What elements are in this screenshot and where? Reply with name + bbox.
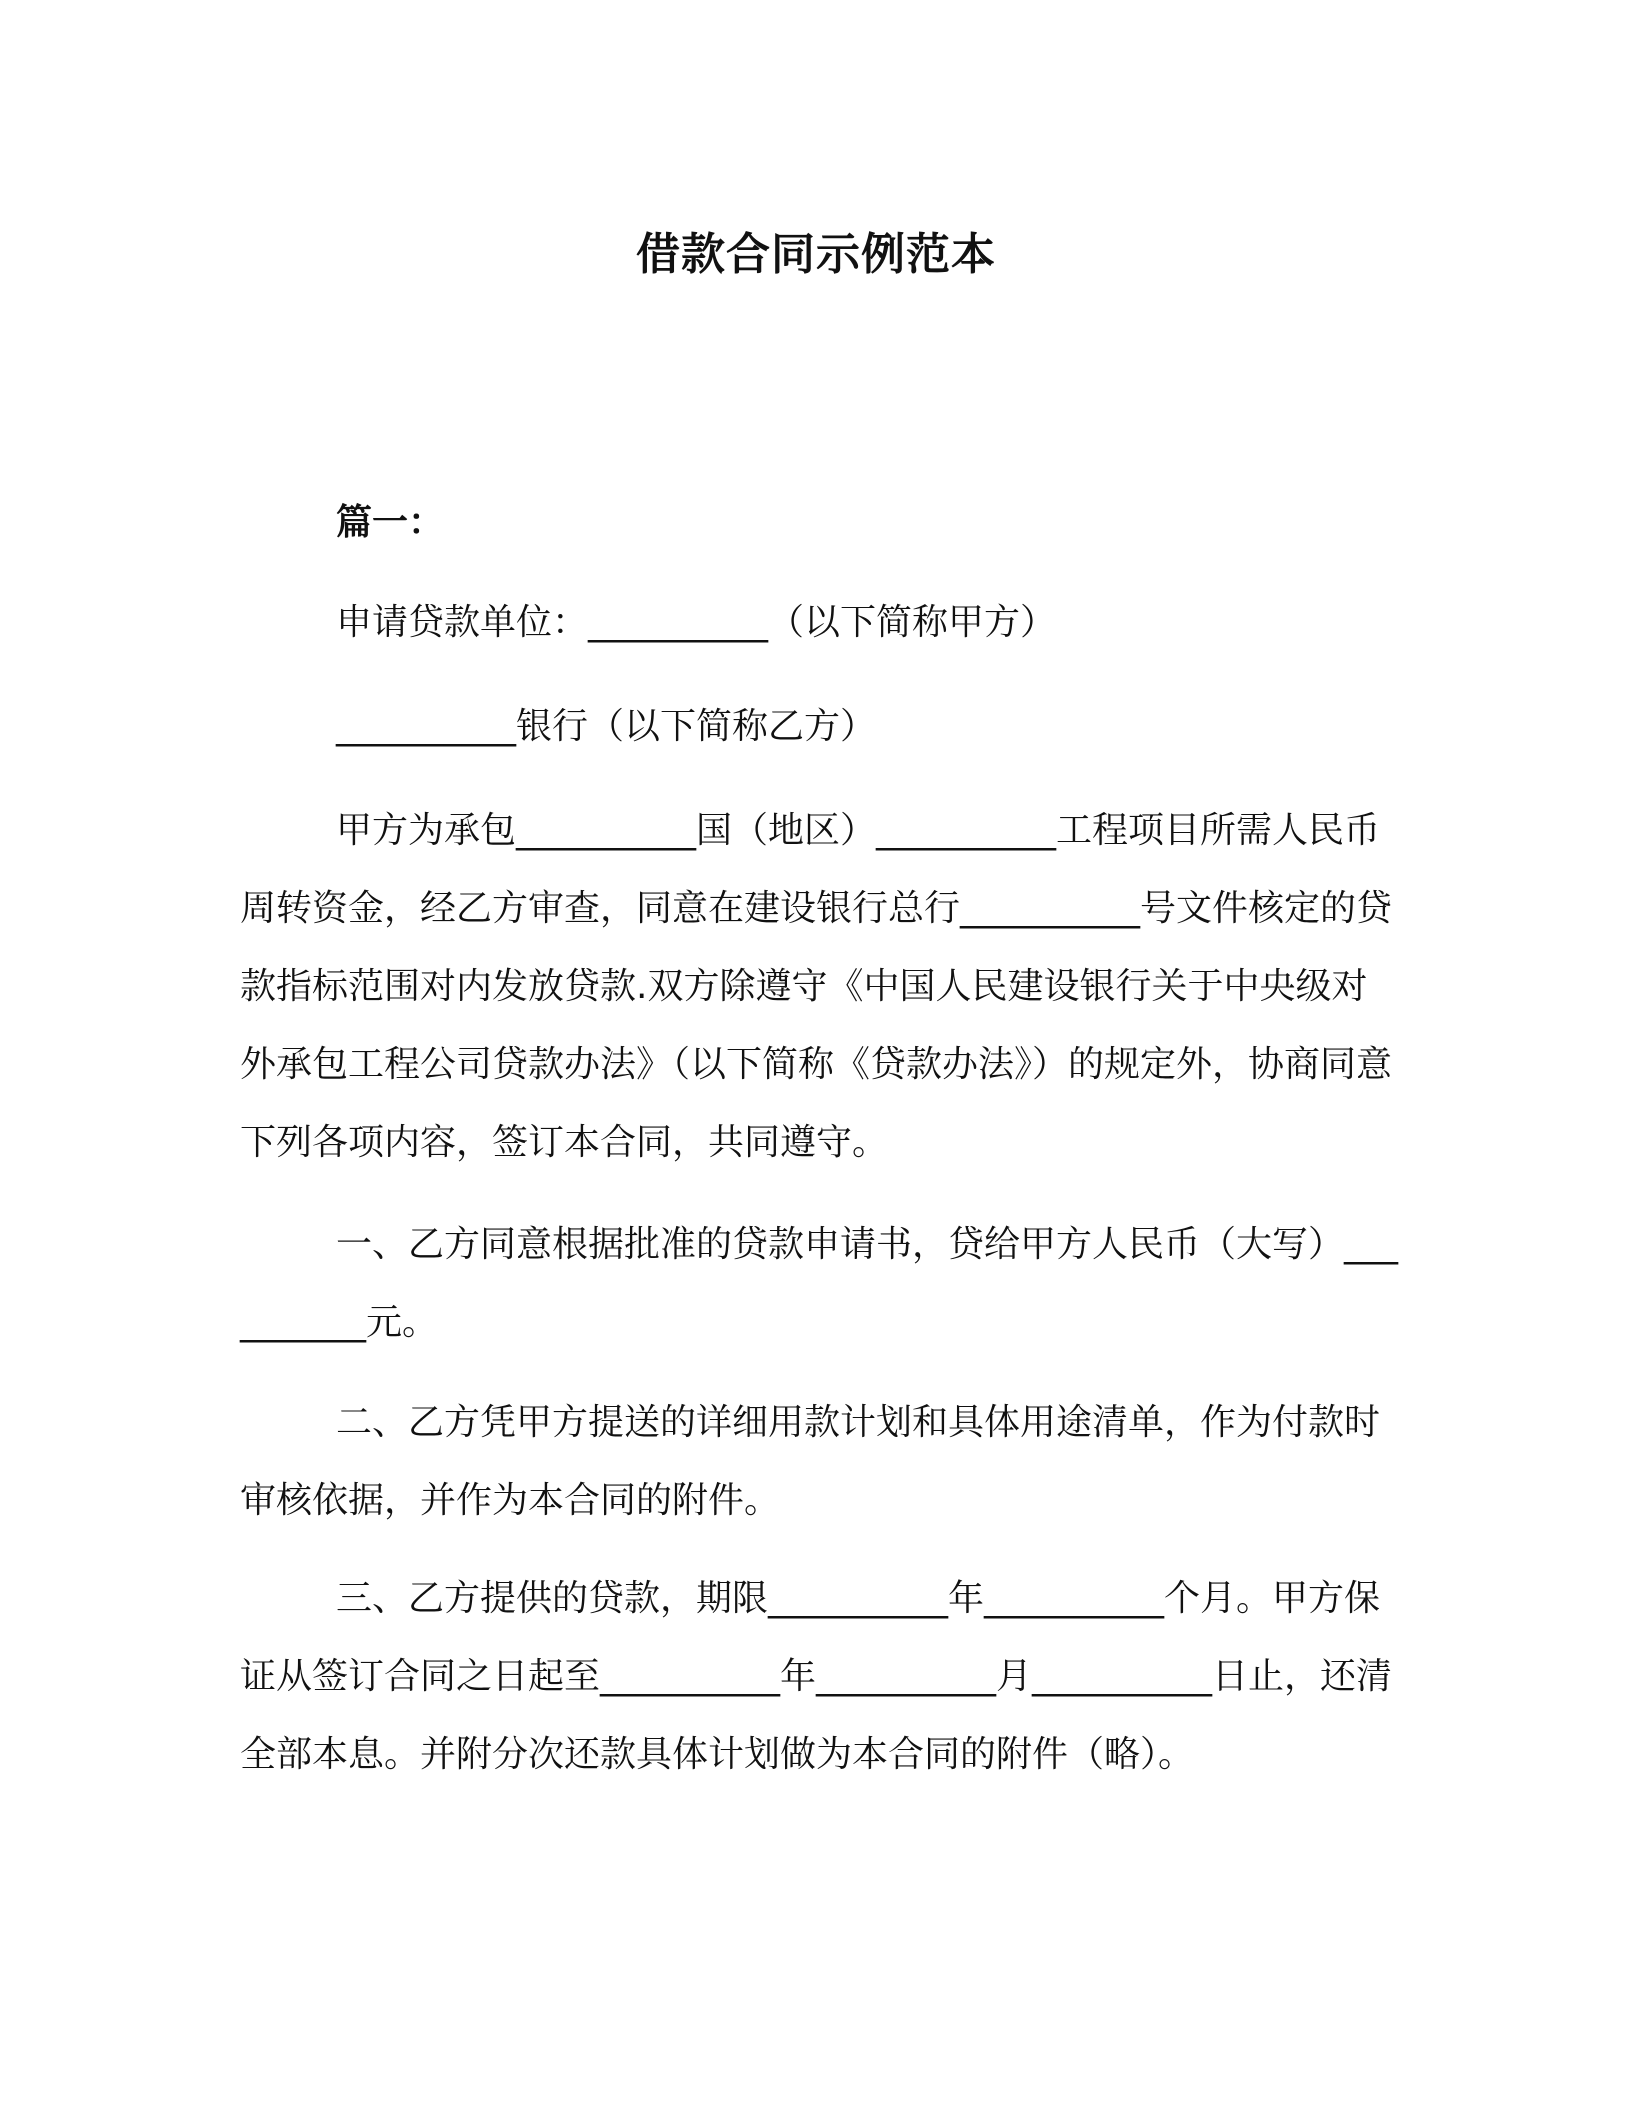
clause-1: 一、乙方同意根据批准的贷款申请书，贷给甲方人民币（大写）__________元。 [240,1224,1399,1343]
clause-3: 三、乙方提供的贷款，期限__________年__________个月。甲方保证从签订合同之日起至__________年__________月__________日止，还清全部本息。并附分次还款具体计划做为本合同的附件（略）。 [240,1578,1393,1775]
document-title: 借款合同示例范本 [636,229,996,280]
clause-2: 二、乙方凭甲方提送的详细用款计划和具体用途清单，作为付款时审核依据，并作为本合同的附件。 [240,1402,1381,1521]
section-label: 篇一： [336,502,445,543]
party-b-line: __________银行（以下简称乙方） [336,706,877,747]
party-a-line: 申请贷款单位：__________（以下简称甲方） [336,602,1057,643]
intro-paragraph: 甲方为承包__________国（地区）__________工程项目所需人民币周转资金，经乙方审查，同意在建设银行总行__________号文件核定的贷款指标范围对内发放贷款.双方除遵守《中国人民建设银行关于中央级对外承包工程公司贷款办法》（以下简称《贷款办法》）的规定外，协商同意下列各项内容，签订本合同，共同遵守。 [240,810,1393,1163]
